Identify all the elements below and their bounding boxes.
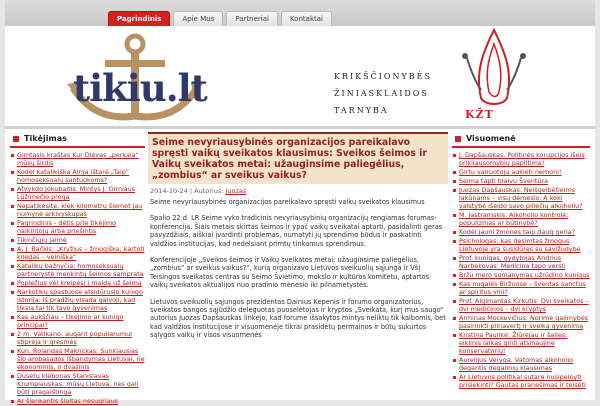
nav-tabs <box>108 11 335 27</box>
sidebar-title-visuomene: Visuomenė <box>452 132 590 148</box>
tab-pagrindinis[interactable]: Pagrindinis <box>108 11 170 27</box>
main-content <box>148 132 448 348</box>
site-logo[interactable]: tikiu.lt <box>73 66 207 110</box>
tagline-line-1: KRIKŠČIONYBĖS <box>334 72 432 81</box>
list-item[interactable]: Kristina Paulikė: Žiūrėjau ir šalies: eiklinis laikas ginti atsinaujine konservatorių! <box>452 331 590 355</box>
list-item[interactable]: Pagrindinis - dėtis prie tikėjimo naikintojų arba priešintis <box>10 219 145 235</box>
article-paragraph: Lietuvos sveikuolių sąjungos prezidentas Dainius Kepenis ir forumo organizatorius, sveikatos bangos sąjūdžio deleguotas puoselėtojas ir kryptos „Sveikata, kurį mus saugo“ autorius Juozas Dapšauskas linkėjo, kad forume išsakytos mintys neliktų tik kalbomis, bet kad valdžios institucijose ir visuomenėje tikrai prasidėtų permainos ir būtų sukurtos sąlygos vaikų ir visos visuomenės <box>150 297 446 340</box>
top-navigation <box>5 0 595 26</box>
kzt-logo-text: KŽT <box>465 108 494 121</box>
tagline-line-3: TARNYBA <box>334 106 389 115</box>
page <box>5 0 595 405</box>
list-item[interactable]: J. Dapšauskas. Politinės korupcijos išeis prikliausomybių papiltima! <box>452 151 590 167</box>
list-item[interactable]: Aurelijus Veryga. Vatomas alkoholio degantis degalinių klausimas <box>452 356 590 372</box>
left-sidebar <box>10 132 145 406</box>
tab-partneriai[interactable]: Partneriai <box>226 11 278 27</box>
list-item[interactable]: Kodėl katalikiška Airija ištarė „Taip“ homoseksualų santuokoms? <box>10 168 145 184</box>
flame-emblem-icon <box>453 28 535 110</box>
list-item[interactable]: Prof. kunigas, gydytojas Andrius Narbekovas: Medicina tapo versli <box>452 254 590 270</box>
article-date: 2014-10-24 <box>150 187 188 195</box>
article-meta <box>150 187 446 195</box>
list-item[interactable]: Kas nugalės Biržuose – šventas sanctus ar spiritus vini? <box>452 280 590 296</box>
list-item[interactable]: Kas aukščiau – tikėjimo ar kunigo principai? <box>10 313 145 329</box>
list-item[interactable]: Kun. Rolandas Makrickas: Sunkiausias šio ambasados išbandymas Lietuvai, ne ekonominis, o dvasinis <box>10 347 145 371</box>
list-item[interactable]: Ar Lietuvos politikai sutarę nusipelnyti prisiekinti? Gautas pranešimas ir teisėti <box>452 373 590 389</box>
tab-kontaktai[interactable]: Kontaktai <box>281 11 332 27</box>
list-item[interactable]: M. Jastramskis. Alkoholio kontrolė: populizmas ar būtinybė? <box>452 211 590 227</box>
list-item[interactable]: Girtu vairuotojų auklėti nemoni! <box>452 168 590 176</box>
list-item[interactable]: A. J. Bačkis: „Kryžius – žmogiška, kartoti kliedas – velniška“ <box>10 245 145 261</box>
list-item[interactable]: Tikinčiųjų jaimė <box>10 236 145 244</box>
visuomene-list <box>452 151 590 389</box>
site-header <box>5 26 595 126</box>
list-item[interactable]: Narkotikų spastuose atsidūrusio kunigo istorija: iš pradžių visada galvoji, kad tikslą tai tik tavo gyvenimas <box>10 288 145 312</box>
list-item[interactable]: 2 m. Vatikano: augant populiarumui stiprėja ir grėsmės <box>10 330 145 346</box>
sidebar-title-tikejimas: Tikėjimas <box>10 132 145 148</box>
list-item[interactable]: Arminas Mockevičius: Norime galimybės pasirinkti pilnavertį ir sveiką gyvenimą <box>452 314 590 330</box>
list-item[interactable]: Juozas Dapšauskas. Neišgelbėtieims lakūnams – visų dėmesio. Ą koki valstybė išeido savo piliečių alkoholiu? <box>452 186 590 210</box>
tab-apie-mus[interactable]: Apie Mus <box>173 11 223 27</box>
list-item[interactable]: Nepatikėsite, kiek kilometrų šiemet jau numynė arkivyskupas <box>10 202 145 218</box>
list-item[interactable]: Gimtasis kraštas Kur Dievas „perkala“ mūsų širdis <box>10 151 145 167</box>
list-item[interactable]: Psichologas: kas desimtas žmogus Lietuvoje yra susidūręs su savižudybe <box>452 237 590 253</box>
list-item[interactable]: Dusetų klebonas Stanislavas Krumplauskas: mūsų Lietuva, nes gali būti pragaištinga <box>10 372 145 396</box>
list-item[interactable]: Kodėl jauni žmonės taip daug geria? <box>452 228 590 236</box>
list-item[interactable]: Bržu mero sumanymas užrūdino kunigus <box>452 271 590 279</box>
right-sidebar <box>452 132 590 390</box>
list-item[interactable]: Ar šlenkantis šlaitas nesugriaus <box>10 397 145 405</box>
author-link[interactable]: Juozas <box>225 187 247 195</box>
list-item[interactable]: Katalikų bažnyčia: homoseksualų partnerystė menkintų šeimos samprata <box>10 262 145 278</box>
list-item[interactable]: Popiežius vėl kreipėsi į maldą už šeimą <box>10 279 145 287</box>
article-paragraph: Spalio 22 d. LR Seime vyko tradicinis nevyriausybinių organizacijų rengiamas forumas-konferencija. Šiais metais skirtas šeimos ir ypač vaikų sveikatai aptarti, pasidalinti geras pavyzdžiais, aiškiai įvardinti problemas, numatyti jų sprendimo būdus ir paskatinti valdžios institucijas, kad nedelsiant primtų tinkamus sprendimus. <box>150 214 443 248</box>
tikejimas-list <box>10 151 145 405</box>
meta-separator: | <box>189 187 195 195</box>
author-label: Autorius: <box>194 187 224 195</box>
article-lead: Seime nevyriausybinės organizacijos pareikalavo spręsti vaikų sveikatos klausimus <box>150 198 425 206</box>
article-title[interactable]: Seime nevyriausybinės organizacijos pareikalavo spręsti vaikų sveikatos klausimus: Sveikos šeimos ir Vaikų sveikatos metai: užauginsime paliegėlius, „zombius“ ar sveikus vaikus? <box>148 132 448 184</box>
list-item[interactable]: Atvykdo Jokubaitis. Mintys J. Girniaus Lūžimečio proga <box>10 185 145 201</box>
article-paragraph: Konferencijoje „Sveikos šeimos ir Vaikų sveikatos metai: užauginsime paliegėlius, „zombius“ ar sveikus vaikus?“, kurią organizavo Lietuvos sveikuolių sąjunga ir VšĮ Teisingos sveikatos centras su Seimo Švietimo, mokslo ir kultūros komitetu, aptartos vaikų sveikatos aktualijos nuo pradinio mėnesio iki pilnametystės. <box>150 256 430 290</box>
tagline-line-2: ŽINIASKLAIDOS <box>334 89 429 98</box>
header-divider <box>5 126 595 129</box>
article-body <box>148 198 448 340</box>
list-item[interactable]: Prof. Algimantas Kirkutis: Dvi sveikatos – dvi medicinos – dvi kryptys <box>452 297 590 313</box>
list-item[interactable]: Seima tapti blaivu Šventūra <box>452 177 590 185</box>
